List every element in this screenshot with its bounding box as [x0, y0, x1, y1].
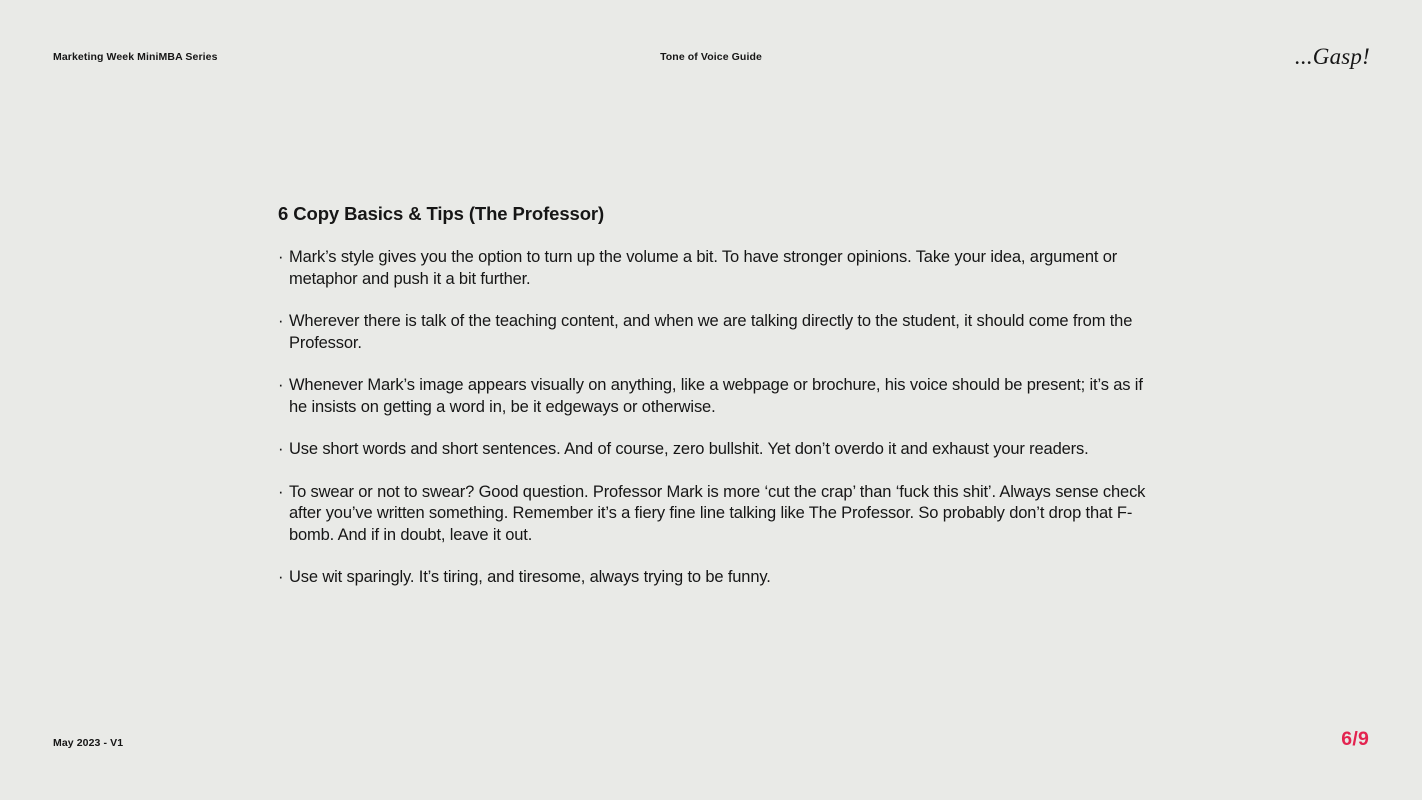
- bullet-text: To swear or not to swear? Good question. Professor Mark is more ‘cut the crap’ than ‘fuck this shit’. Always sense check after you’ve written something. Remember it’s a fiery fine line talking like The Professor. So probably don’t drop that F-bomb. And if in doubt, leave it out.: [289, 482, 1146, 544]
- bullet-icon: ·: [278, 376, 284, 394]
- list-item: [278, 439, 1160, 461]
- header-document-title: Tone of Voice Guide: [660, 51, 762, 63]
- bullet-text: Use short words and short sentences. And of course, zero bullshit. Yet don’t overdo it and exhaust your readers.: [289, 440, 1089, 458]
- bullet-icon: ·: [278, 482, 284, 501]
- header-series-label: Marketing Week MiniMBA Series: [53, 51, 218, 63]
- page-number: 6/9: [1341, 728, 1369, 750]
- footer-version-label: May 2023 - V1: [53, 737, 124, 749]
- list-item: [278, 247, 1160, 290]
- bullet-text: Mark’s style gives you the option to turn up the volume a bit. To have stronger opinions. Take your idea, argument or metaphor and push it a bit further.: [289, 248, 1118, 288]
- bullet-icon: ·: [278, 440, 284, 458]
- bullet-text: Wherever there is talk of the teaching content, and when we are talking directly to the student, it should come from the Professor.: [289, 312, 1133, 352]
- bullet-icon: ·: [278, 568, 284, 586]
- gasp-logo: ...Gasp!: [1294, 44, 1370, 69]
- list-item: [278, 311, 1160, 354]
- bullet-icon: ·: [278, 248, 284, 266]
- page-title: 6 Copy Basics & Tips (The Professor): [278, 203, 605, 224]
- bullet-icon: ·: [278, 312, 284, 330]
- bullet-list: [278, 247, 1160, 589]
- bullet-text: Whenever Mark’s image appears visually on anything, like a webpage or brochure, his voice should be present; it’s as if he insists on getting a word in, be it edgeways or otherwise.: [289, 376, 1143, 416]
- list-item: [278, 567, 1160, 589]
- bullet-text: Use wit sparingly. It’s tiring, and tiresome, always trying to be funny.: [289, 568, 771, 586]
- content-block: [278, 203, 1160, 610]
- list-item: [278, 375, 1160, 418]
- list-item: [278, 482, 1160, 547]
